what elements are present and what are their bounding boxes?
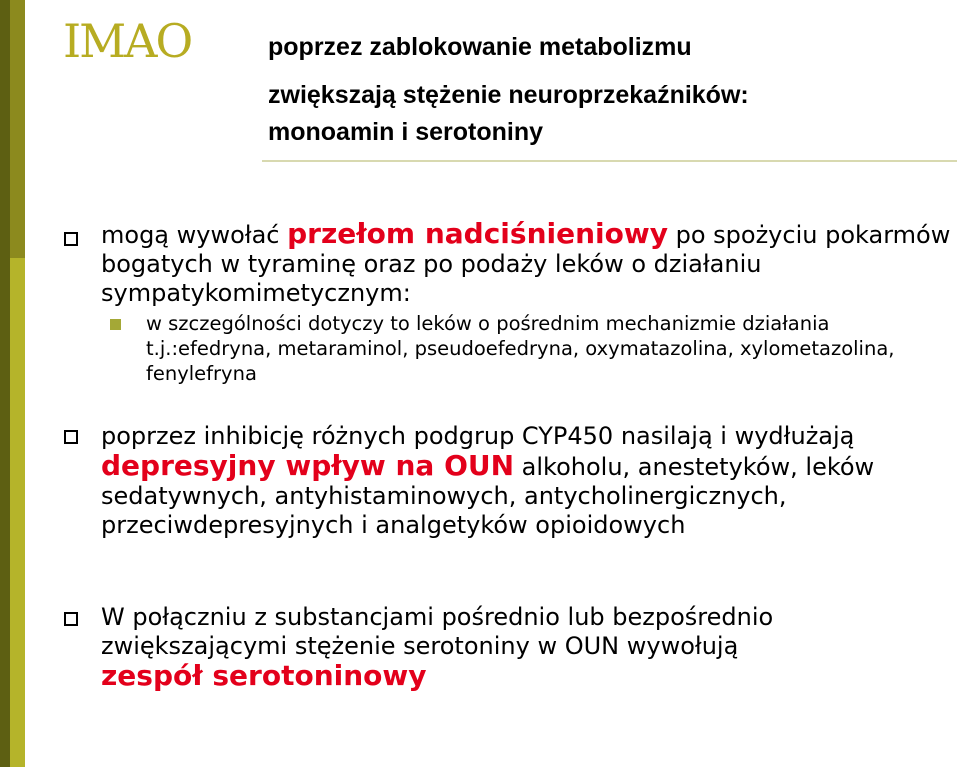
- bullet-3-marker: [64, 612, 78, 626]
- left-accent-bar-dark: [0, 0, 10, 767]
- bullet-3-text: [101, 603, 956, 692]
- bullet-2-post: alkoholu, anestetyków, leków sedatywnych, antyhistaminowych, antycholinergicznych, przeciwdepresyjnych i analgetyków opioidowych: [101, 453, 875, 539]
- subtitle-line-3: monoamin i serotoniny: [268, 118, 544, 146]
- left-accent-bar: [10, 0, 25, 767]
- subtitle-line-2: zwiększają stężenie neuroprzekaźników:: [268, 81, 749, 109]
- sub-bullet-marker: [110, 319, 121, 330]
- bullet-2-pre: poprzez inhibicję różnych podgrup CYP450 nasilają i wydłużają: [101, 422, 855, 450]
- bullet-1-emphasis: przełom nadciśnieniowy: [287, 217, 668, 250]
- bullet-1-marker: [64, 232, 78, 246]
- bullet-3-pre: W połączniu z substancjami pośrednio lub bezpośrednio zwiększającymi stężenie serotoniny w OUN wywołują: [101, 603, 774, 660]
- left-accent-bar-top: [10, 0, 25, 258]
- bullet-1-text: [101, 219, 956, 308]
- sub-bullet-text: w szczególności dotyczy to leków o pośrednim mechanizmie działania t.j.:efedryna, metaraminol, pseudoefedryna, oxymatazolina, xylometazolina, fenylefryna: [146, 312, 895, 385]
- bullet-2-marker: [64, 430, 78, 444]
- slide-title: IMAO: [63, 14, 192, 68]
- bullet-2-text: [101, 422, 956, 540]
- bullet-2-emphasis: depresyjny wpływ na OUN: [101, 449, 515, 482]
- bullet-3-emphasis: zespół serotoninowy: [101, 659, 427, 692]
- title-divider: [262, 160, 957, 162]
- bullet-1-post: po spożyciu pokarmów bogatych w tyraminę oraz po podaży leków o działaniu sympatykomimetycznym:: [101, 221, 951, 307]
- left-accent-bar-bottom: [10, 258, 25, 767]
- subtitle-line-1: poprzez zablokowanie metabolizmu: [268, 33, 692, 61]
- bullet-1-pre: mogą wywołać: [101, 221, 288, 249]
